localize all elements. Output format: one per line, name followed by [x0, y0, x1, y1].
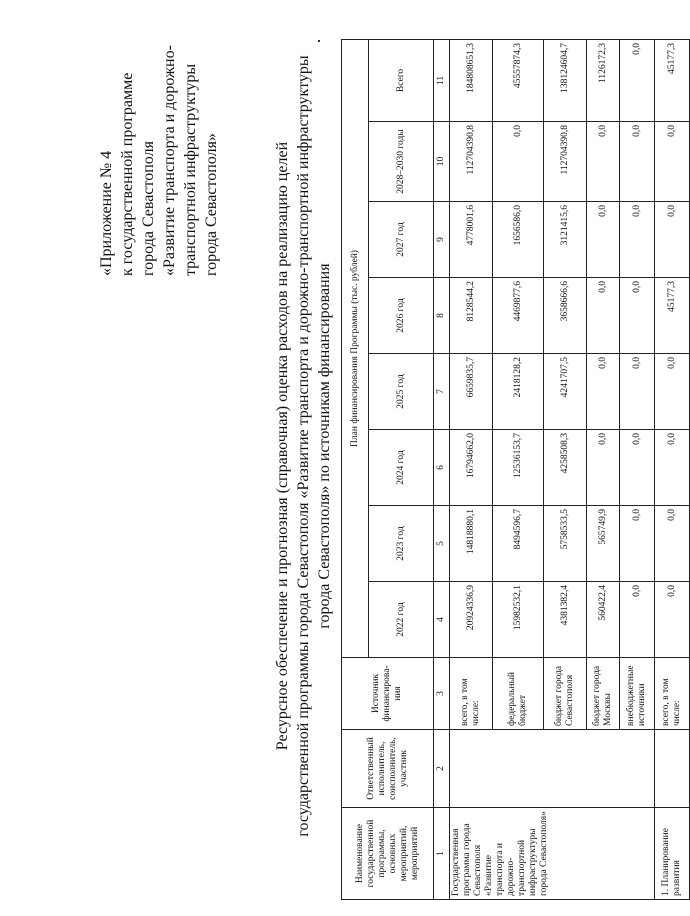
value-cell: 0,0: [620, 354, 655, 430]
document-title: [272, 46, 335, 846]
source-cell: всего, в том числе:: [450, 658, 493, 730]
value-cell: 112704390,8: [450, 122, 493, 202]
value-cell: 0,0: [655, 582, 690, 658]
header-year: 2028–2030 годы: [369, 122, 434, 202]
appendix-line: к государственной программе: [119, 72, 136, 276]
value-cell: 0,0: [655, 354, 690, 430]
value-cell: 0,0: [655, 430, 690, 506]
value-cell: 560422,4: [587, 582, 620, 658]
value-cell: 15982532,1: [493, 582, 544, 658]
source-cell: федеральный бюджет: [493, 658, 544, 730]
appendix-line: транспортной инфраструктуры: [182, 63, 199, 276]
value-cell: 112704390,8: [544, 122, 587, 202]
title-line: государственной программы города Севастополя «Развитие транспорта и дорожно-транспортной инфраструктуры: [295, 55, 312, 837]
value-cell: 4258508,3: [544, 430, 587, 506]
header-year: 2026 год: [369, 278, 434, 354]
header-executor: Ответственный исполнитель, соисполнитель, участник: [342, 730, 434, 808]
source-cell: всего, в том числе:: [655, 658, 690, 730]
value-cell: 565749,9: [587, 506, 620, 582]
value-cell: 4469877,6: [493, 278, 544, 354]
column-index: 10: [434, 122, 450, 202]
value-cell: 0,0: [620, 582, 655, 658]
header-plan: План финансирования Программы (тыс. рублей): [342, 39, 369, 657]
header-year: 2023 год: [369, 506, 434, 582]
header-year: 2022 год: [369, 582, 434, 658]
column-index: 5: [434, 506, 450, 582]
value-cell: 138124604,7: [544, 39, 587, 121]
value-cell: 0,0: [655, 122, 690, 202]
column-index: 2: [434, 730, 450, 808]
value-cell: 0,0: [620, 39, 655, 121]
executor-cell: [450, 730, 655, 808]
appendix-line: города Севастополя: [140, 141, 157, 276]
value-cell: 4241707,5: [544, 354, 587, 430]
value-cell: 12536153,7: [493, 430, 544, 506]
value-cell: 0,0: [620, 430, 655, 506]
event-name-cell: 1. Планирование развития: [655, 808, 690, 900]
executor-cell: [655, 730, 690, 808]
value-cell: 6659835,7: [450, 354, 493, 430]
funding-table: [341, 39, 690, 900]
appendix-line: города Севастополя»: [203, 133, 220, 276]
value-cell: 4778001,6: [450, 202, 493, 278]
value-cell: 20924336,9: [450, 582, 493, 658]
column-index: 9: [434, 202, 450, 278]
value-cell: 0,0: [655, 506, 690, 582]
column-index: 1: [434, 808, 450, 900]
column-index: 4: [434, 582, 450, 658]
value-cell: 4381382,4: [544, 582, 587, 658]
value-cell: 0,0: [587, 122, 620, 202]
appendix-note: [96, 26, 222, 276]
appendix-line: «Развитие транспорта и дорожно-: [161, 45, 178, 276]
value-cell: 1656586,0: [493, 202, 544, 278]
program-name-cell: Государственная программа города Севастополя «Развитие транспорта и дорожно-транспортной инфраструктуры города Севастополя»: [450, 808, 655, 900]
table-row: [450, 39, 493, 899]
appendix-line: «Приложение № 4: [98, 150, 115, 276]
value-cell: 0,0: [587, 278, 620, 354]
value-cell: 45177,3: [655, 39, 690, 121]
value-cell: 0,0: [620, 506, 655, 582]
value-cell: 45177,3: [655, 278, 690, 354]
source-cell: бюджет города Москвы: [587, 658, 620, 730]
value-cell: 14818880,1: [450, 506, 493, 582]
value-cell: 2418128,2: [493, 354, 544, 430]
header-total: Всего: [369, 39, 434, 121]
value-cell: 8494596,7: [493, 506, 544, 582]
value-cell: 0,0: [587, 202, 620, 278]
value-cell: 5758533,5: [544, 506, 587, 582]
column-index: 11: [434, 39, 450, 121]
column-index: 3: [434, 658, 450, 730]
value-cell: 0,0: [587, 354, 620, 430]
header-year: 2025 год: [369, 354, 434, 430]
header-year: 2024 год: [369, 430, 434, 506]
value-cell: 1126172,3: [587, 39, 620, 121]
header-year: 2027 год: [369, 202, 434, 278]
source-cell: бюджет города Севастополя: [544, 658, 587, 730]
title-line: города Севастополя» по источникам финансирования: [316, 263, 333, 629]
value-cell: 0,0: [493, 122, 544, 202]
table-row: [655, 39, 690, 899]
header-name: Наименование государственной программы, основных мероприятий, мероприятий: [342, 808, 434, 900]
source-cell: внебюджетные источники: [620, 658, 655, 730]
value-cell: 3121415,6: [544, 202, 587, 278]
value-cell: 0,0: [655, 202, 690, 278]
value-cell: 8128544,2: [450, 278, 493, 354]
scan-speck: [318, 40, 320, 42]
value-cell: 16794662,0: [450, 430, 493, 506]
value-cell: 45557874,3: [493, 39, 544, 121]
value-cell: 0,0: [620, 122, 655, 202]
value-cell: 0,0: [620, 278, 655, 354]
column-index: 7: [434, 354, 450, 430]
column-index: 8: [434, 278, 450, 354]
value-cell: 0,0: [587, 430, 620, 506]
title-line: Ресурсное обеспечение и прогнозная (справочная) оценка расходов на реализацию целей: [274, 141, 291, 751]
column-index: 6: [434, 430, 450, 506]
value-cell: 3658666,6: [544, 278, 587, 354]
value-cell: 184808651,3: [450, 39, 493, 121]
header-source: Источник финансирова-ния: [342, 658, 434, 730]
value-cell: 0,0: [620, 202, 655, 278]
